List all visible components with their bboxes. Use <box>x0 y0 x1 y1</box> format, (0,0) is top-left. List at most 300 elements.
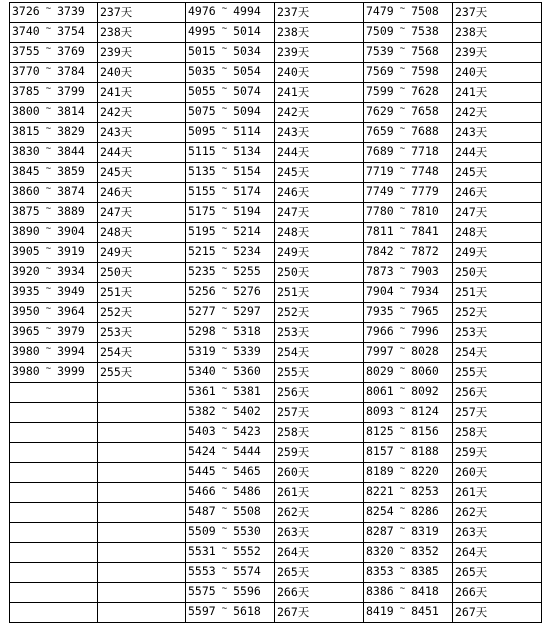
range-end: 5596 <box>233 584 261 598</box>
range-start: 7966 <box>366 324 394 338</box>
range-cell <box>364 303 453 323</box>
range-cell <box>10 63 98 83</box>
range-cell <box>186 383 275 403</box>
range-separator: ~ <box>221 124 228 134</box>
range-end: 7996 <box>411 324 439 338</box>
range-end: 8156 <box>411 424 439 438</box>
range-end: 5034 <box>233 44 261 58</box>
range-cell <box>10 303 98 323</box>
days-cell: 251天 <box>453 283 542 303</box>
range-cell <box>186 283 275 303</box>
range-start: 5256 <box>188 284 216 298</box>
range-start: 3845 <box>12 164 40 178</box>
range-cell <box>364 603 453 623</box>
range-separator: ~ <box>221 284 228 294</box>
table-row <box>10 143 542 163</box>
range-separator: ~ <box>399 404 406 414</box>
days-cell: 253天 <box>98 323 186 343</box>
range-separator: ~ <box>399 584 406 594</box>
range-end: 7508 <box>411 4 439 18</box>
range-start: 4976 <box>188 4 216 18</box>
range-start: 7997 <box>366 344 394 358</box>
range-separator: ~ <box>399 184 406 194</box>
range-end: 3814 <box>57 104 85 118</box>
range-start: 5195 <box>188 224 216 238</box>
days-cell: 249天 <box>98 243 186 263</box>
range-separator: ~ <box>399 84 406 94</box>
range-start: 5424 <box>188 444 216 458</box>
range-separator: ~ <box>221 164 228 174</box>
table-row <box>10 543 542 563</box>
range-cell <box>186 443 275 463</box>
range-end: 3844 <box>57 144 85 158</box>
range-start: 7904 <box>366 284 394 298</box>
range-cell <box>10 443 98 463</box>
range-end: 5552 <box>233 544 261 558</box>
table-row <box>10 63 542 83</box>
range-cell <box>364 503 453 523</box>
range-end: 5094 <box>233 104 261 118</box>
table-row <box>10 23 542 43</box>
range-start: 5235 <box>188 264 216 278</box>
range-cell <box>186 123 275 143</box>
range-cell <box>186 223 275 243</box>
days-cell: 243天 <box>98 123 186 143</box>
range-start: 8061 <box>366 384 394 398</box>
range-cell <box>186 203 275 223</box>
range-end: 8319 <box>411 524 439 538</box>
range-start: 3755 <box>12 44 40 58</box>
days-cell <box>98 383 186 403</box>
range-separator: ~ <box>45 284 52 294</box>
range-separator: ~ <box>399 464 406 474</box>
range-start: 7479 <box>366 4 394 18</box>
range-separator: ~ <box>221 44 228 54</box>
range-separator: ~ <box>399 384 406 394</box>
range-end: 7718 <box>411 144 439 158</box>
range-start: 3860 <box>12 184 40 198</box>
days-cell: 249天 <box>275 243 364 263</box>
range-separator: ~ <box>45 324 52 334</box>
range-cell <box>364 223 453 243</box>
days-cell: 241天 <box>453 83 542 103</box>
table-row <box>10 363 542 383</box>
range-end: 5134 <box>233 144 261 158</box>
range-cell <box>10 363 98 383</box>
days-cell: 244天 <box>98 143 186 163</box>
days-cell: 260天 <box>453 463 542 483</box>
range-end: 5194 <box>233 204 261 218</box>
days-cell: 245天 <box>453 163 542 183</box>
range-cell <box>10 483 98 503</box>
table-row <box>10 603 542 623</box>
range-start: 7569 <box>366 64 394 78</box>
range-end: 3949 <box>57 284 85 298</box>
range-start: 7842 <box>366 244 394 258</box>
range-cell <box>364 103 453 123</box>
range-end: 5381 <box>233 384 261 398</box>
range-separator: ~ <box>399 244 406 254</box>
range-cell <box>364 143 453 163</box>
range-end: 3994 <box>57 344 85 358</box>
range-separator: ~ <box>399 24 406 34</box>
days-cell: 251天 <box>275 283 364 303</box>
range-cell <box>10 263 98 283</box>
range-start: 8287 <box>366 524 394 538</box>
range-separator: ~ <box>221 104 228 114</box>
range-separator: ~ <box>221 584 228 594</box>
range-end: 7688 <box>411 124 439 138</box>
range-cell <box>186 163 275 183</box>
table-row <box>10 503 542 523</box>
range-cell <box>10 603 98 623</box>
range-end: 5074 <box>233 84 261 98</box>
days-cell: 266天 <box>275 583 364 603</box>
range-end: 8028 <box>411 344 439 358</box>
range-separator: ~ <box>221 324 228 334</box>
days-cell <box>98 443 186 463</box>
days-cell: 237天 <box>275 3 364 23</box>
days-cell: 264天 <box>453 543 542 563</box>
days-cell: 257天 <box>453 403 542 423</box>
range-cell <box>10 403 98 423</box>
range-cell <box>10 103 98 123</box>
range-cell <box>186 263 275 283</box>
range-end: 7903 <box>411 264 439 278</box>
range-separator: ~ <box>399 524 406 534</box>
range-start: 5445 <box>188 464 216 478</box>
range-cell <box>364 403 453 423</box>
range-end: 5465 <box>233 464 261 478</box>
days-cell: 244天 <box>275 143 364 163</box>
range-start: 3770 <box>12 64 40 78</box>
days-cell: 262天 <box>275 503 364 523</box>
range-cell <box>10 43 98 63</box>
table-row <box>10 583 542 603</box>
range-end: 7779 <box>411 184 439 198</box>
range-end: 5402 <box>233 404 261 418</box>
range-end: 5276 <box>233 284 261 298</box>
range-cell <box>186 523 275 543</box>
days-cell: 259天 <box>453 443 542 463</box>
days-cell: 249天 <box>453 243 542 263</box>
range-cell <box>10 23 98 43</box>
range-start: 8353 <box>366 564 394 578</box>
range-separator: ~ <box>221 304 228 314</box>
range-end: 5423 <box>233 424 261 438</box>
days-cell: 247天 <box>98 203 186 223</box>
range-cell <box>364 43 453 63</box>
range-start: 8320 <box>366 544 394 558</box>
range-cell <box>186 183 275 203</box>
range-cell <box>186 463 275 483</box>
days-cell: 252天 <box>275 303 364 323</box>
range-start: 8419 <box>366 604 394 618</box>
days-cell: 267天 <box>453 603 542 623</box>
range-separator: ~ <box>45 184 52 194</box>
range-end: 5297 <box>233 304 261 318</box>
range-cell <box>10 503 98 523</box>
days-cell: 253天 <box>275 323 364 343</box>
days-cell: 254天 <box>98 343 186 363</box>
days-cell <box>98 603 186 623</box>
table-row <box>10 163 542 183</box>
range-separator: ~ <box>45 84 52 94</box>
table-row <box>10 323 542 343</box>
range-end: 5054 <box>233 64 261 78</box>
days-cell: 252天 <box>98 303 186 323</box>
range-cell <box>186 423 275 443</box>
range-cell <box>186 103 275 123</box>
range-separator: ~ <box>221 364 228 374</box>
range-cell <box>10 343 98 363</box>
range-start: 3830 <box>12 144 40 158</box>
range-start: 5466 <box>188 484 216 498</box>
range-start: 3980 <box>12 344 40 358</box>
days-cell: 265天 <box>453 563 542 583</box>
range-cell <box>186 583 275 603</box>
days-cell: 238天 <box>275 23 364 43</box>
range-end: 8188 <box>411 444 439 458</box>
days-cell: 240天 <box>275 63 364 83</box>
range-separator: ~ <box>221 564 228 574</box>
range-cell <box>364 343 453 363</box>
range-separator: ~ <box>221 504 228 514</box>
range-end: 8060 <box>411 364 439 378</box>
range-separator: ~ <box>221 544 228 554</box>
range-end: 3829 <box>57 124 85 138</box>
days-cell: 262天 <box>453 503 542 523</box>
range-days-table <box>9 2 542 623</box>
range-end: 4994 <box>233 4 261 18</box>
range-end: 3999 <box>57 364 85 378</box>
range-end: 5214 <box>233 224 261 238</box>
range-cell <box>186 143 275 163</box>
range-end: 5234 <box>233 244 261 258</box>
range-separator: ~ <box>221 484 228 494</box>
range-cell <box>364 583 453 603</box>
range-cell <box>364 283 453 303</box>
range-separator: ~ <box>45 24 52 34</box>
range-start: 5277 <box>188 304 216 318</box>
range-start: 7599 <box>366 84 394 98</box>
days-cell: 245天 <box>275 163 364 183</box>
range-start: 5361 <box>188 384 216 398</box>
days-cell: 241天 <box>275 83 364 103</box>
range-separator: ~ <box>399 324 406 334</box>
range-separator: ~ <box>221 4 228 14</box>
range-end: 5530 <box>233 524 261 538</box>
range-end: 5360 <box>233 364 261 378</box>
range-separator: ~ <box>399 284 406 294</box>
range-cell <box>186 3 275 23</box>
range-start: 8189 <box>366 464 394 478</box>
days-cell: 247天 <box>275 203 364 223</box>
days-cell: 246天 <box>275 183 364 203</box>
range-separator: ~ <box>45 124 52 134</box>
range-end: 7965 <box>411 304 439 318</box>
days-cell: 237天 <box>98 3 186 23</box>
days-cell: 261天 <box>275 483 364 503</box>
days-cell <box>98 423 186 443</box>
range-cell <box>10 123 98 143</box>
range-separator: ~ <box>221 444 228 454</box>
range-end: 3784 <box>57 64 85 78</box>
range-end: 8451 <box>411 604 439 618</box>
range-cell <box>364 443 453 463</box>
range-start: 7749 <box>366 184 394 198</box>
range-cell <box>10 223 98 243</box>
table-row <box>10 423 542 443</box>
range-cell <box>10 3 98 23</box>
table-row <box>10 103 542 123</box>
range-cell <box>10 183 98 203</box>
range-start: 5115 <box>188 144 216 158</box>
range-end: 3964 <box>57 304 85 318</box>
range-start: 3726 <box>12 4 40 18</box>
range-cell <box>10 323 98 343</box>
range-start: 5403 <box>188 424 216 438</box>
table-row <box>10 383 542 403</box>
range-end: 5574 <box>233 564 261 578</box>
range-separator: ~ <box>399 124 406 134</box>
range-separator: ~ <box>399 104 406 114</box>
range-separator: ~ <box>399 564 406 574</box>
range-end: 7538 <box>411 24 439 38</box>
days-cell: 244天 <box>453 143 542 163</box>
range-separator: ~ <box>45 144 52 154</box>
range-separator: ~ <box>221 384 228 394</box>
range-end: 7934 <box>411 284 439 298</box>
days-cell: 246天 <box>98 183 186 203</box>
range-cell <box>10 383 98 403</box>
days-cell <box>98 543 186 563</box>
days-cell: 251天 <box>98 283 186 303</box>
range-end: 7658 <box>411 104 439 118</box>
range-end: 5318 <box>233 324 261 338</box>
range-end: 5444 <box>233 444 261 458</box>
days-cell: 243天 <box>275 123 364 143</box>
days-cell: 238天 <box>98 23 186 43</box>
range-separator: ~ <box>399 204 406 214</box>
range-separator: ~ <box>399 64 406 74</box>
days-cell: 252天 <box>453 303 542 323</box>
days-cell: 237天 <box>453 3 542 23</box>
table-row <box>10 43 542 63</box>
range-start: 7629 <box>366 104 394 118</box>
range-separator: ~ <box>45 44 52 54</box>
days-cell: 241天 <box>98 83 186 103</box>
range-cell <box>186 363 275 383</box>
days-cell: 248天 <box>275 223 364 243</box>
range-cell <box>10 523 98 543</box>
range-cell <box>364 483 453 503</box>
range-end: 8220 <box>411 464 439 478</box>
days-cell: 240天 <box>98 63 186 83</box>
range-end: 3859 <box>57 164 85 178</box>
days-cell <box>98 583 186 603</box>
days-cell: 258天 <box>275 423 364 443</box>
range-cell <box>186 483 275 503</box>
range-end: 3769 <box>57 44 85 58</box>
range-separator: ~ <box>221 424 228 434</box>
days-cell <box>98 463 186 483</box>
range-separator: ~ <box>399 4 406 14</box>
range-start: 8157 <box>366 444 394 458</box>
table-row <box>10 343 542 363</box>
days-cell: 247天 <box>453 203 542 223</box>
range-end: 8418 <box>411 584 439 598</box>
table-row <box>10 3 542 23</box>
days-cell <box>98 523 186 543</box>
range-separator: ~ <box>45 224 52 234</box>
range-start: 7935 <box>366 304 394 318</box>
range-cell <box>186 323 275 343</box>
range-separator: ~ <box>221 344 228 354</box>
days-cell: 250天 <box>453 263 542 283</box>
days-cell: 240天 <box>453 63 542 83</box>
range-cell <box>186 503 275 523</box>
range-end: 8286 <box>411 504 439 518</box>
days-cell: 239天 <box>275 43 364 63</box>
range-start: 5509 <box>188 524 216 538</box>
range-cell <box>186 23 275 43</box>
range-separator: ~ <box>399 484 406 494</box>
range-cell <box>364 463 453 483</box>
range-separator: ~ <box>45 204 52 214</box>
range-end: 3739 <box>57 4 85 18</box>
days-cell: 239天 <box>453 43 542 63</box>
range-separator: ~ <box>399 444 406 454</box>
range-cell <box>364 163 453 183</box>
range-end: 7598 <box>411 64 439 78</box>
range-start: 5035 <box>188 64 216 78</box>
days-cell: 250天 <box>98 263 186 283</box>
range-start: 3965 <box>12 324 40 338</box>
range-end: 7748 <box>411 164 439 178</box>
range-start: 5015 <box>188 44 216 58</box>
range-start: 7873 <box>366 264 394 278</box>
range-start: 5095 <box>188 124 216 138</box>
range-start: 7780 <box>366 204 394 218</box>
table-row <box>10 243 542 263</box>
table-row <box>10 283 542 303</box>
table-row <box>10 123 542 143</box>
days-cell: 258天 <box>453 423 542 443</box>
range-end: 8092 <box>411 384 439 398</box>
range-cell <box>186 243 275 263</box>
range-cell <box>10 243 98 263</box>
range-start: 3815 <box>12 124 40 138</box>
range-end: 8352 <box>411 544 439 558</box>
range-start: 8221 <box>366 484 394 498</box>
range-end: 5508 <box>233 504 261 518</box>
range-separator: ~ <box>399 604 406 614</box>
range-start: 5597 <box>188 604 216 618</box>
range-start: 3980 <box>12 364 40 378</box>
range-start: 5575 <box>188 584 216 598</box>
days-cell: 246天 <box>453 183 542 203</box>
days-cell: 264天 <box>275 543 364 563</box>
days-cell: 254天 <box>275 343 364 363</box>
range-start: 8386 <box>366 584 394 598</box>
range-cell <box>10 203 98 223</box>
range-end: 5174 <box>233 184 261 198</box>
range-end: 5255 <box>233 264 261 278</box>
table-row <box>10 403 542 423</box>
range-separator: ~ <box>45 364 52 374</box>
range-separator: ~ <box>45 244 52 254</box>
